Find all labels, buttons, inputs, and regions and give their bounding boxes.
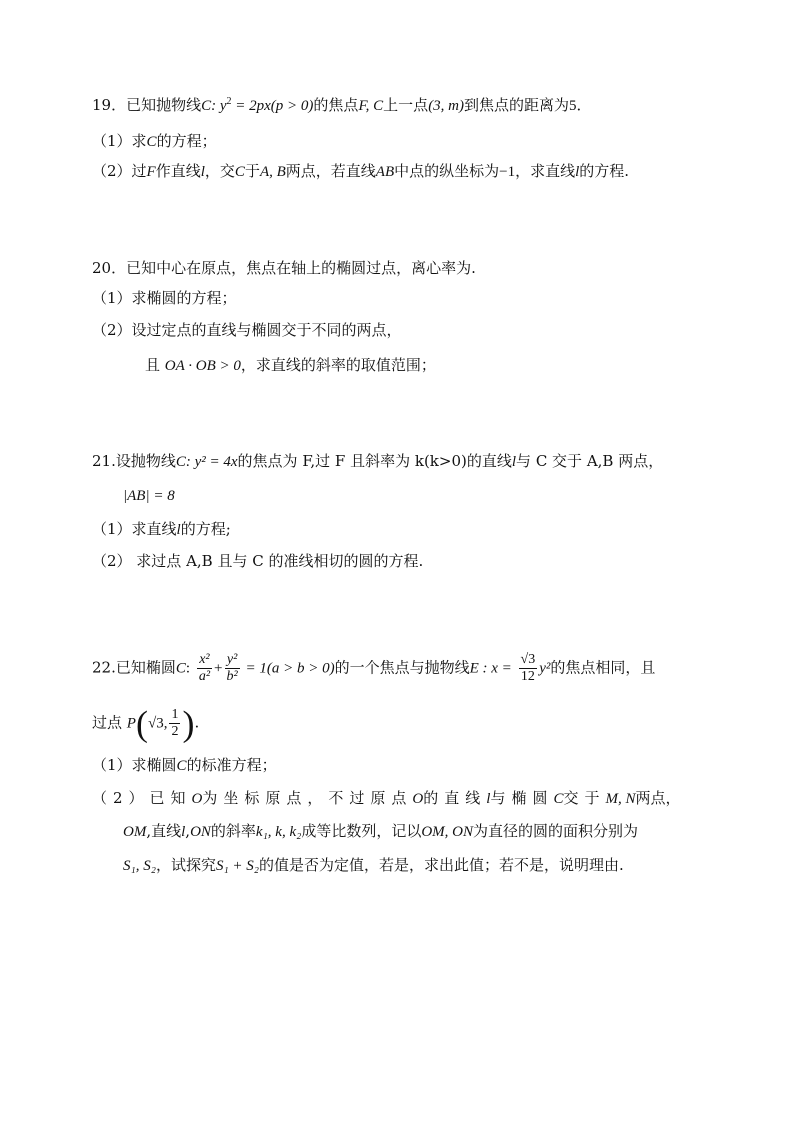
q22-point-a: 过点	[92, 713, 123, 732]
q22-stem-c: 的焦点相同，且	[550, 658, 656, 677]
q19-stem-text-e: ．	[576, 96, 592, 114]
q22-stem-E: E : x =	[469, 660, 512, 677]
q22-part2	[92, 788, 681, 809]
q19-stem-text-a: 19．已知抛物线	[92, 96, 202, 114]
q21-part2: （2） 求过点 A,B 且与 C 的准线相切的圆的方程.	[92, 552, 424, 570]
q19-part2-d: 于	[244, 162, 260, 180]
q22-part2-MN: M, N	[605, 791, 636, 807]
q19-part2-b: 作直线	[155, 162, 201, 180]
q22-stem-y2: y²	[539, 660, 551, 677]
q19-part2-f: 中点的纵坐标为	[394, 162, 500, 180]
q22-frac-y-den: b²	[226, 669, 238, 684]
q22-part2-d: 与椭圆	[490, 789, 554, 807]
q19-point: (3, m)	[428, 98, 465, 114]
q19-part2-l2: l	[575, 164, 580, 180]
q22-p4-S: S₁, S₂	[123, 858, 156, 874]
q22-p4-sum: S₁ + S₂	[215, 858, 260, 874]
q19-part1-b: 的方程；	[156, 132, 217, 150]
q22-p4-b: 的值是否为定值，若是，求出此值；若不是，说明理由.	[259, 856, 624, 874]
q20-part2: （2）设过定点的直线与椭圆交于不同的两点，	[92, 321, 402, 339]
q19-stem-text-b: 的焦点	[313, 96, 359, 114]
q22-point-frac	[169, 707, 180, 740]
q20-part1: （1）求椭圆的方程；	[92, 289, 237, 307]
q21-stem-a: 21.设抛物线	[92, 452, 176, 470]
q21-stem	[92, 451, 663, 472]
q19-part2-g: ，求直线	[515, 162, 576, 180]
q22-p3-k: k₁, k, k₂	[255, 824, 302, 840]
q20-part2-cont-b: ，求直线的斜率的取值范围；	[240, 356, 436, 374]
q19-distance: 5	[569, 98, 577, 114]
q22-frac-x-num: x²	[197, 652, 212, 669]
q21-curve-eq: C: y² = 4x	[175, 454, 238, 470]
q21-part1-l: l	[176, 522, 181, 538]
q22-part2-O2: O	[412, 791, 424, 807]
q22-part2-l: l	[486, 791, 491, 807]
q22-part1-b: 的标准方程；	[186, 756, 277, 774]
q21-part1-a: （1）求直线	[92, 520, 177, 538]
q19-part2-e: 两点，若直线	[285, 162, 376, 180]
q20-part2-cont	[145, 355, 436, 376]
q22-point-P: P	[126, 715, 136, 732]
q19-eq-rhs: = 2px(p > 0)	[231, 98, 314, 114]
q22-part2-e: 交于	[563, 789, 606, 807]
q22-point-end: .	[194, 713, 200, 732]
q19-curve-name: C	[201, 98, 212, 114]
q22-p3-a: ,直线	[146, 822, 182, 840]
q22-point-frac-num: 1	[171, 707, 179, 722]
q19-part2-value: −1	[499, 164, 516, 180]
q19-part2-l: l	[200, 164, 205, 180]
q22-p4-a: ，试探究	[155, 856, 216, 874]
q22-p3-OMON: OM, ON	[421, 824, 474, 840]
q22-part1-a: （1）求椭圆	[92, 756, 177, 774]
q22-stem-C: C	[175, 660, 186, 677]
q22-p3-b: ,	[185, 822, 191, 840]
q19-part2-F: F	[146, 164, 156, 180]
q22-p3-d: 成等比数列，记以	[301, 822, 422, 840]
q19-stem: 19．已知抛物线C: $y^2 = 2px(p > 0)$的焦点F, C上一点(3, m)到焦点的距离为5．	[92, 96, 592, 114]
q19-stem-text-d: 到焦点的距离为	[464, 96, 570, 114]
q19-eq-y: : y	[211, 98, 227, 114]
q22-part1	[92, 755, 277, 776]
q22-frac-y-num: y²	[225, 652, 240, 669]
q19-part1-c: C	[146, 134, 157, 150]
q22-part2-c: 的直线	[423, 789, 487, 807]
q22-frac-e-num: √3	[520, 652, 536, 667]
q22-stem-a: 22.已知椭圆	[92, 658, 176, 677]
q21-abs	[123, 485, 175, 506]
q22-frac-e-den: 12	[520, 669, 535, 684]
q22-frac-x	[197, 652, 212, 685]
q19-part2-AB2: AB	[375, 164, 395, 180]
q19-part2-C: C	[234, 164, 245, 180]
q22-p3-e: 为直径的圆的面积分别为	[473, 822, 639, 840]
q22-point: 过点 P(√3, $\frac{1}{2}$ ).	[92, 703, 200, 744]
q22-part1-C: C	[176, 758, 187, 774]
q19-part2-AB: A, B	[259, 164, 286, 180]
q22-part2-a: （2）已知	[92, 789, 192, 807]
q19-focus: F, C	[358, 98, 384, 114]
q19-part2	[92, 161, 629, 182]
q22-frac-x-den: a²	[198, 669, 211, 684]
q22-point-frac-den: 2	[171, 724, 179, 739]
q22-point-sqrt: √3	[147, 715, 164, 732]
q22-part2-C: C	[553, 791, 564, 807]
q22-frac-e	[519, 652, 538, 685]
q21-stem-c: 与 C 交于 A,B 两点，	[516, 452, 664, 470]
q21-part1-b: 的方程;	[180, 520, 231, 538]
q22-part2-O: O	[191, 791, 203, 807]
q21-part1	[92, 519, 231, 540]
q21-stem-l: l	[511, 454, 517, 470]
q19-part2-h: 的方程.	[579, 162, 630, 180]
q22-part2-line3	[123, 855, 624, 876]
q22-part2-b: 为坐标原点，不过原点	[202, 789, 413, 807]
q22-part2-f: 两点，	[635, 789, 681, 807]
q22-part2-line2	[123, 821, 638, 842]
q22-p3-l: l	[181, 824, 186, 840]
q19-stem-text-c: 上一点	[383, 96, 429, 114]
q20-stem: 20．已知中心在原点，焦点在轴上的椭圆过点，离心率为.	[92, 259, 476, 277]
q20-part2-cont-a: 且	[145, 356, 161, 374]
q21-abs-value: |AB| = 8	[123, 488, 175, 504]
q19-part2-c: ，交	[204, 162, 235, 180]
q22-p3-OM: OM	[123, 824, 147, 840]
q19-part2-a: （2）过	[92, 162, 147, 180]
q22-p3-ON: ON	[190, 824, 211, 840]
q19-part1-a: （1）求	[92, 132, 147, 150]
q22-stem-b: 的一个焦点与抛物线	[334, 658, 470, 677]
q20-dot-product: OA · OB > 0	[164, 358, 241, 374]
q22-frac-y	[225, 652, 240, 685]
q22-stem: 22.已知椭圆C: $\frac{\text{x²}}{\text{a²}}$ + $\frac{\text{y²}}{\text{b²}}$ = 1(a > b > 0)的一个焦点与抛物线E : x = $\frac{√3}{12}$ y²的焦点相同，且	[92, 652, 656, 684]
q22-p3-c: 的斜率	[210, 822, 256, 840]
q22-stem-cond: = 1(a > b > 0)	[241, 660, 335, 677]
q19-part1	[92, 131, 217, 152]
q21-stem-b: 的焦点为 F,过 F 且斜率为 k(k>0)的直线	[237, 452, 512, 470]
